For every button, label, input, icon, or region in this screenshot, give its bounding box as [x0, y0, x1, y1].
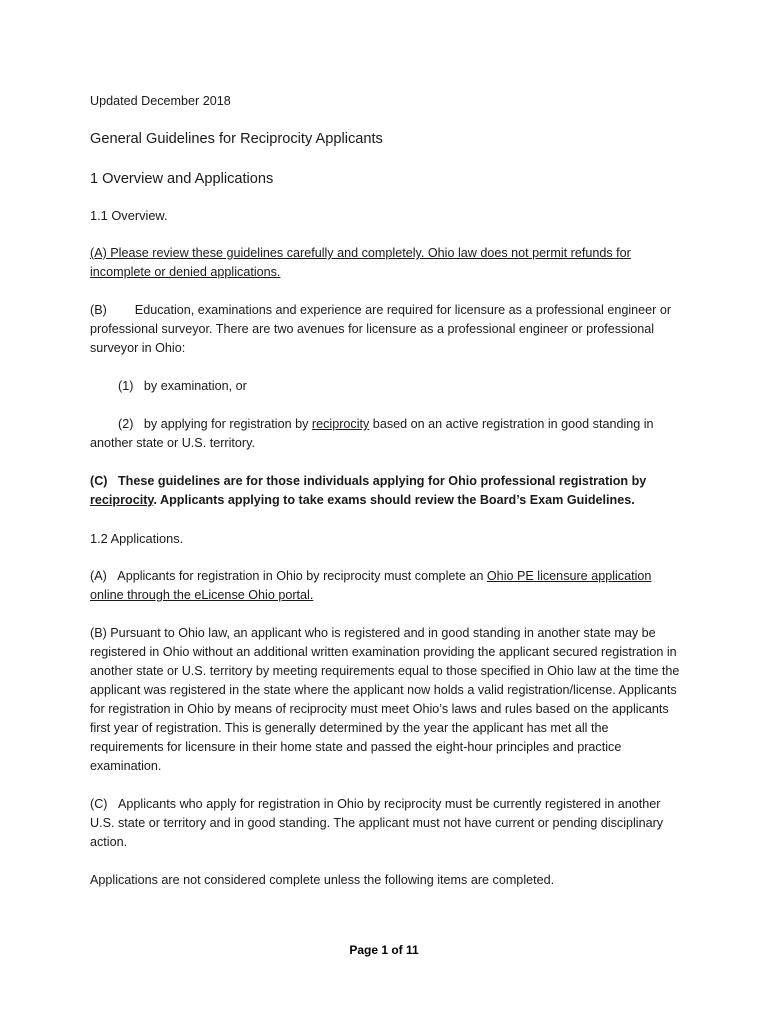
- avenue-item-2-label: (2): [118, 417, 134, 431]
- avenue-item-2-suffix: based on an active registration in good standing in another state or U.S. territory.: [90, 417, 654, 450]
- overview-paragraph-b-text: Education, examinations and experience are required for licensure as a professional engineer or professional surveyor. There are two avenues for licensure as a professional engineer or professional surveyor in Ohio:: [90, 303, 672, 355]
- reciprocity-link-bold[interactable]: reciprocity: [90, 493, 154, 507]
- overview-paragraph-b: [90, 301, 680, 358]
- elicense-portal-link[interactable]: Ohio PE licensure application online through the eLicense Ohio portal.: [90, 569, 652, 602]
- page-number-footer: Page 1 of 11: [349, 943, 419, 957]
- avenue-item-1-text: by examination, or: [143, 379, 247, 393]
- avenue-item-1: [90, 377, 680, 396]
- applications-paragraph-c-text: Applicants who apply for registration in Ohio by reciprocity must be currently registered in another U.S. state or territory and in good standing. The applicant must not have current or pending disciplinary action.: [90, 797, 664, 849]
- overview-paragraph-c-suffix: . Applicants applying to take exams should review the Board’s Exam Guidelines.: [153, 493, 635, 507]
- applications-paragraph-c: [90, 795, 680, 852]
- avenue-item-1-label: (1): [118, 379, 134, 393]
- applications-paragraph-a-label: (A): [90, 569, 107, 583]
- overview-paragraph-b-label: (B): [90, 303, 107, 317]
- applications-paragraph-b: (B) Pursuant to Ohio law, an applicant who is registered and in good standing in another state may be registered in Ohio without an additional written examination providing the applicant secured registration in another state or U.S. territory by meeting requirements equal to those specified in Ohio law at the time the applicant was registered in the state where the applicant now holds a valid registration/license. Applicants for registration in Ohio by means of reciprocity must meet Ohio’s laws and rules based on the applicants first year of registration. This is generally determined by the year the applicant has met all the requirements for licensure in their home state and passed the eight-hour principles and practice examination.: [90, 626, 680, 773]
- updated-date: Updated December 2018: [90, 94, 231, 108]
- document-title: General Guidelines for Reciprocity Applicants: [90, 131, 383, 147]
- overview-paragraph-c-label: (C): [90, 474, 108, 488]
- applications-paragraph-a: [90, 567, 680, 605]
- subsection-heading-applications: 1.2 Applications.: [90, 531, 184, 546]
- avenue-item-2-prefix: by applying for registration by: [143, 417, 312, 431]
- reciprocity-link[interactable]: reciprocity: [311, 417, 370, 431]
- section-heading-overview-applications: 1 Overview and Applications: [90, 171, 274, 187]
- applications-closing-sentence: Applications are not considered complete unless the following items are completed.: [90, 873, 555, 887]
- document-content: [90, 92, 680, 890]
- applications-paragraph-c-label: (C): [90, 797, 108, 811]
- subsection-heading-overview: 1.1 Overview.: [90, 208, 168, 223]
- overview-paragraph-c: [90, 472, 680, 510]
- applications-paragraph-a-prefix: Applicants for registration in Ohio by reciprocity must complete an: [117, 569, 487, 583]
- avenue-item-2: [90, 415, 680, 453]
- overview-paragraph-c-prefix: These guidelines are for those individuals applying for Ohio professional registration by: [117, 474, 647, 488]
- overview-paragraph-a: (A) Please review these guidelines carefully and completely. Ohio law does not permit refunds for incomplete or denied applications.: [90, 246, 631, 279]
